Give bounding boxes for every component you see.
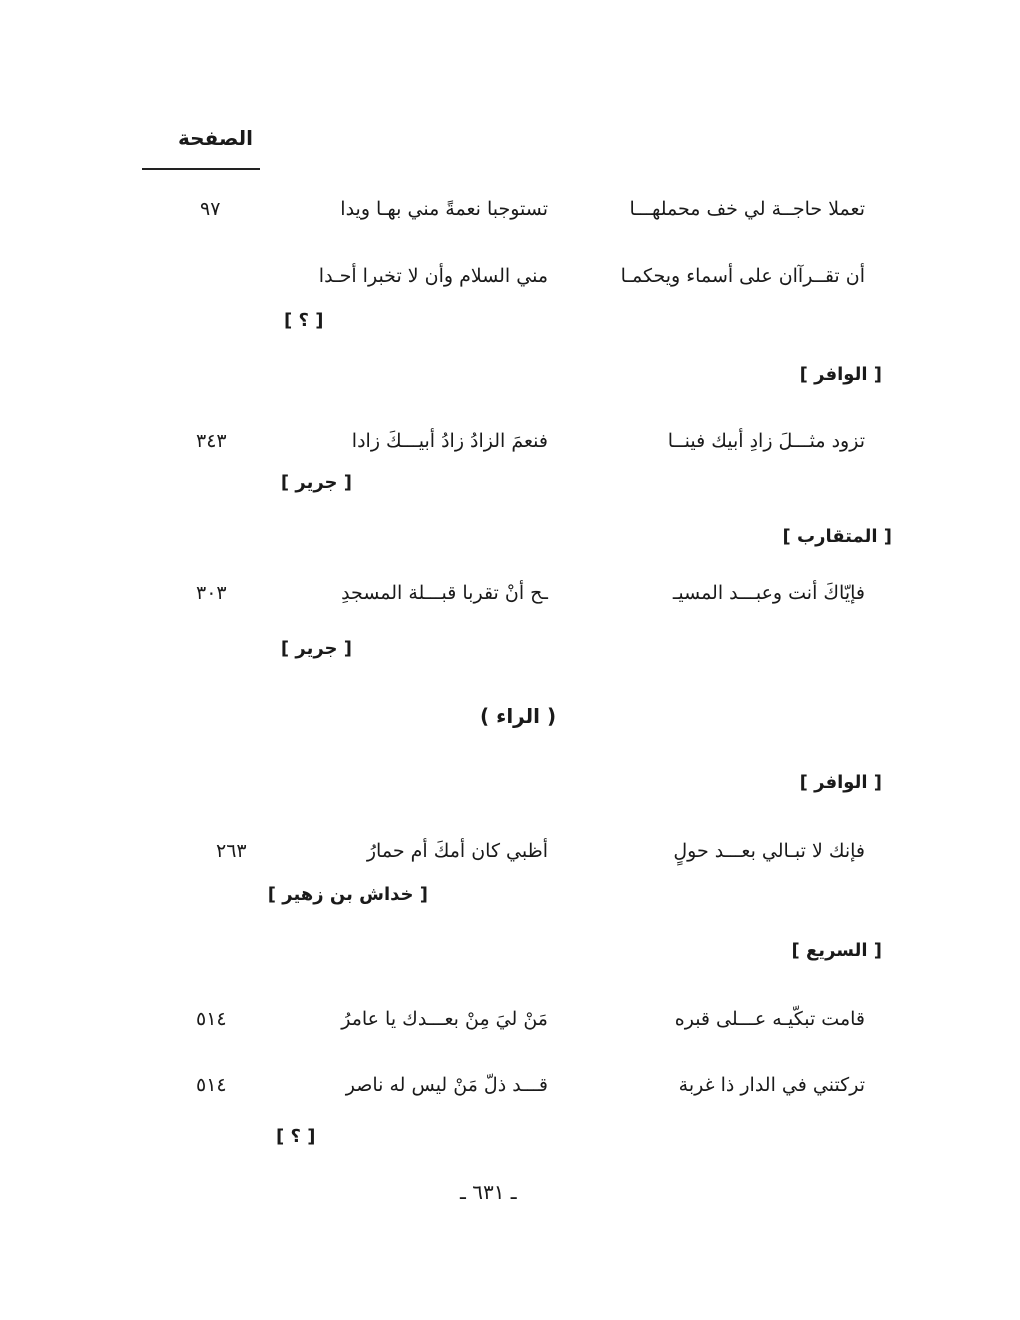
page-column-heading: الصفحة	[178, 126, 254, 150]
page-reference: ٥١٤	[196, 1074, 227, 1096]
letter-heading: ( الراء )	[480, 704, 557, 728]
verse-hemistich-first: تركتني في الدار ذا غربة	[678, 1074, 865, 1096]
verse-hemistich-second: تستوجبا نعمةً مني بهـا ويدا	[340, 198, 548, 220]
page-reference: ٥١٤	[196, 1008, 227, 1030]
meter-heading: [ السريع ]	[791, 940, 882, 961]
verse-hemistich-first: تعملا حاجــة لي خف محملهـــا	[629, 198, 865, 220]
verse-hemistich-first: فإنك لا تبـالي بعـــد حولٍ	[673, 840, 865, 862]
poet-attribution: [ جرير ]	[280, 638, 352, 659]
page-reference: ٩٧	[200, 198, 221, 220]
verse-hemistich-first: قامت تبكّيـه عـــلى قبره	[674, 1008, 865, 1030]
poet-attribution: [ جرير ]	[280, 472, 352, 493]
verse-hemistich-second: أظبي كان أمكَ أم حمارُ	[366, 840, 548, 862]
page-reference: ٣٤٣	[196, 430, 227, 452]
meter-heading: [ الوافر ]	[799, 772, 882, 793]
page-number-footer: ـ ٦٣١ ـ	[460, 1180, 517, 1204]
page-reference: ٢٦٣	[216, 840, 247, 862]
verse-hemistich-second: مَنْ ليَ مِنْ بعـــدك يا عامرُ	[341, 1008, 548, 1030]
verse-hemistich-first: تزود مثـــلَ زادِ أبيك فينــا	[667, 430, 865, 452]
unknown-poet-marker: [ ؟ ]	[284, 310, 324, 331]
verse-hemistich-second: قـــد ذلّ مَنْ ليس له ناصر	[345, 1074, 548, 1096]
heading-rule	[142, 168, 260, 170]
verse-hemistich-second: ـح أنْ تقربا قبـــلة المسجدِ	[341, 582, 548, 604]
meter-heading: [ المتقارب ]	[782, 526, 892, 547]
verse-hemistich-second: مني السلام وأن لا تخبرا أحـدا	[318, 265, 548, 287]
poet-attribution: [ خداش بن زهير ]	[267, 884, 428, 905]
page-reference: ٣٠٣	[196, 582, 227, 604]
verse-hemistich-first: فإيّاكَ أنت وعبـــد المسيـ	[672, 582, 865, 604]
verse-hemistich-first: أن تقــرآان على أسماء ويحكمـا	[620, 265, 865, 287]
meter-heading: [ الوافر ]	[799, 364, 882, 385]
unknown-poet-marker: [ ؟ ]	[276, 1126, 316, 1147]
verse-hemistich-second: فنعمَ الزادُ زادُ أبيـــكَ زادا	[351, 430, 548, 452]
